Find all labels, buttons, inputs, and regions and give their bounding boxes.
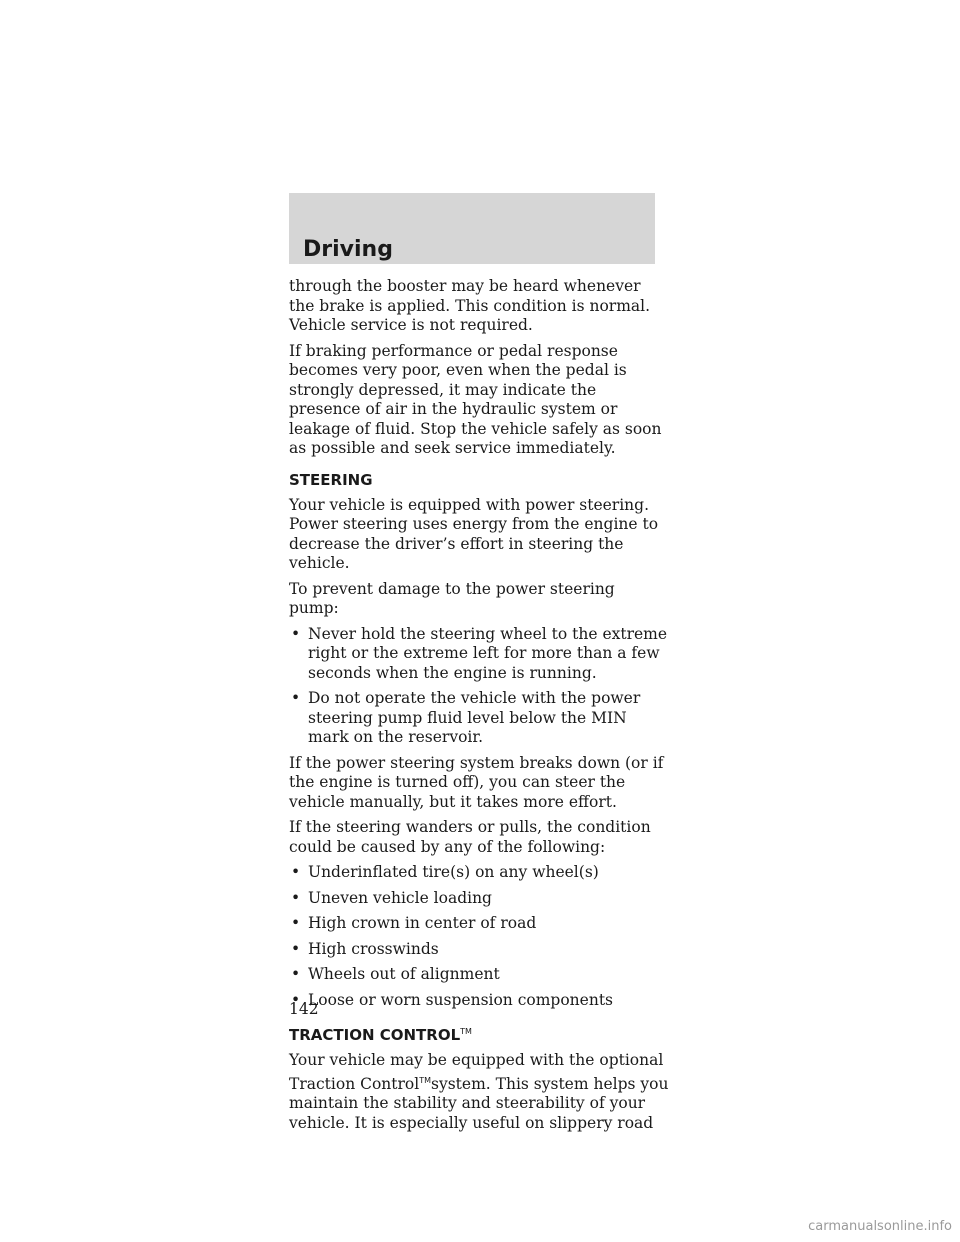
- section-title: Driving: [303, 237, 393, 262]
- pump-precautions-list: [289, 625, 669, 748]
- paragraph: through the booster may be heard whenever the brake is applied. This condition is normal. Vehicle service is not required.: [289, 277, 651, 334]
- traction-text-a: Your vehicle may be equipped with the optional Traction Control: [289, 1051, 664, 1093]
- paragraph: If braking performance or pedal response becomes very poor, even when the pedal is strongly depressed, it may indicate the presence of air in the hydraulic system or leakage of fluid. Stop the vehicle safely as soon as possible and seek service immediately.: [289, 341, 662, 457]
- list-item: • Underinflated tire(s) on any wheel(s): [289, 863, 669, 883]
- list-item: • Loose or worn suspension components: [289, 991, 669, 1011]
- section-header: [289, 193, 655, 264]
- traction-control-heading: [289, 1022, 669, 1045]
- steering-causes-list: [289, 863, 669, 1010]
- traction-text-b: system. This system helps you maintain the stability and steerability of your vehicle. It is especially useful on slippery road: [289, 1074, 669, 1132]
- trademark-symbol: TM: [419, 1075, 431, 1085]
- list-item: • High crosswinds: [289, 940, 669, 960]
- list-item: • Wheels out of alignment: [289, 965, 669, 985]
- traction-heading-text: TRACTION CONTROL: [289, 1026, 461, 1044]
- paragraph: To prevent damage to the power steering pump:: [289, 579, 615, 617]
- paragraph: [289, 1051, 669, 1133]
- paragraph: If the power steering system breaks down (or if the engine is turned off), you can steer the vehicle manually, but it takes more effort.: [289, 753, 664, 811]
- paragraph: Your vehicle is equipped with power steering. Power steering uses energy from the engine to decrease the driver’s effort in steering the vehicle.: [289, 495, 659, 572]
- page-number: 142: [289, 1000, 319, 1018]
- list-item: • Do not operate the vehicle with the power steering pump fluid level below the MIN mark on the reservoir.: [289, 689, 669, 748]
- trademark-symbol: TM: [460, 1027, 472, 1036]
- list-item: • High crown in center of road: [289, 914, 669, 934]
- steering-heading: STEERING: [289, 470, 373, 489]
- paragraph: If the steering wanders or pulls, the condition could be caused by any of the following:: [289, 818, 651, 856]
- page-content: [289, 277, 669, 1139]
- watermark: carmanualsonline.info: [808, 1219, 952, 1234]
- list-item: • Uneven vehicle loading: [289, 889, 669, 909]
- list-item: • Never hold the steering wheel to the extreme right or the extreme left for more than a few seconds when the engine is running.: [289, 625, 669, 684]
